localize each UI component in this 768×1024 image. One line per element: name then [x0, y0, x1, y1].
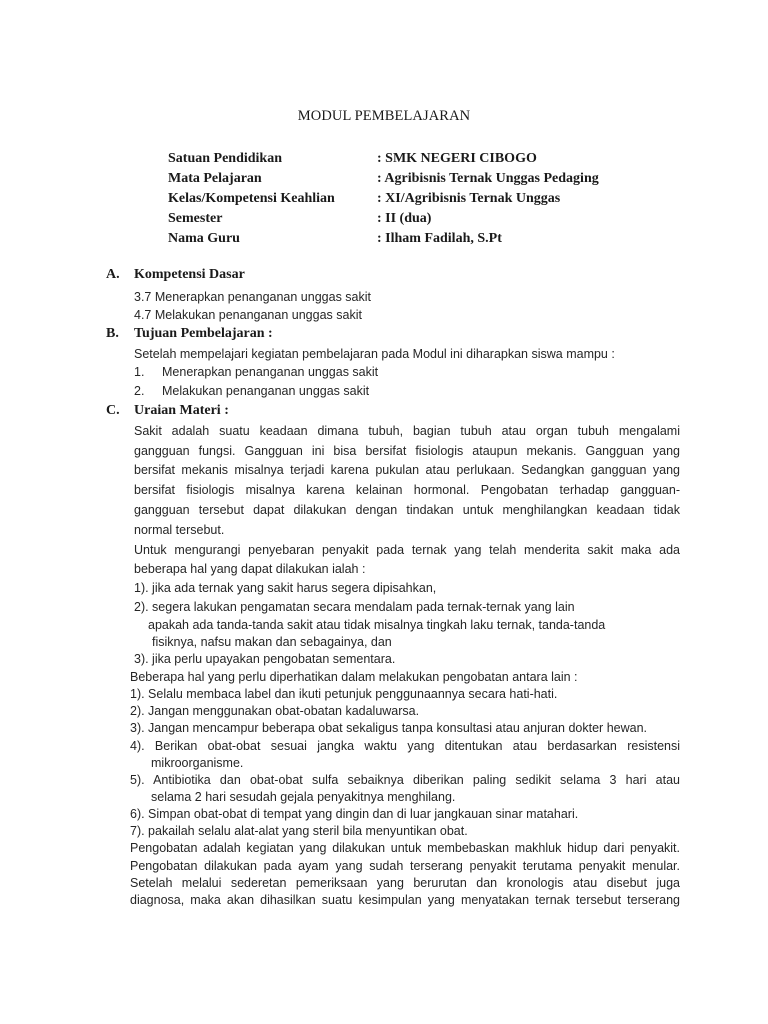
info-value: : XI/Agribisnis Ternak Unggas [377, 191, 561, 206]
paragraph-line: bersifat mekanis misalnya terjadi karena pukulan atau perlukaan. Sedangkan gangguan yang [134, 463, 680, 477]
list-item: 5). Antibiotika dan obat-obat sulfa sebaiknya diberikan paling sedikit selama 3 hari atau [130, 773, 680, 787]
paragraph-line: Pengobatan adalah kegiatan yang dilakukan untuk membebaskan makhluk hidup dari penyakit. [130, 841, 680, 855]
list-item-continuation: apakah ada tanda-tanda sakit atau tidak misalnya tingkah laku ternak, tanda-tanda [148, 618, 606, 632]
list-item-continuation: fisiknya, nafsu makan dan sebagainya, dan [152, 635, 392, 649]
list-item-continuation: mikroorganisme. [151, 756, 244, 770]
paragraph-line: Untuk mengurangi penyebaran penyakit pada ternak yang telah menderita sakit maka ada [134, 543, 680, 557]
list-item: 2). segera lakukan pengamatan secara mendalam pada ternak-ternak yang lain [134, 600, 575, 614]
info-value: : II (dua) [377, 211, 432, 226]
paragraph-line: gangguan fungsi. Gangguan ini bisa bersifat fisiologis ataupun mekanis. Gangguan yang [134, 444, 680, 458]
competency-item: 3.7 Menerapkan penanganan unggas sakit [134, 290, 371, 304]
item-number: 2. [134, 384, 145, 398]
list-item: 3). jika perlu upayakan pengobatan sementara. [134, 652, 396, 666]
section-b-heading [106, 324, 273, 344]
section-title: Tujuan Pembelajaran : [134, 326, 273, 341]
item-text: Menerapkan penanganan unggas sakit [162, 365, 379, 379]
section-title: Kompetensi Dasar [134, 267, 245, 282]
list-item: 1). Selalu membaca label dan ikuti petunjuk penggunaannya secara hati-hati. [130, 687, 558, 701]
info-value: : SMK NEGERI CIBOGO [377, 151, 537, 166]
paragraph-line: Sakit adalah suatu keadaan dimana tubuh, bagian tubuh atau organ tubuh mengalami [134, 424, 680, 438]
info-table [168, 149, 599, 249]
paragraph-line: Setelah melalui sederetan pemeriksaan yang berurutan dan kronologis atau disebut juga [130, 876, 680, 890]
info-value: : Ilham Fadilah, S.Pt [377, 231, 502, 246]
info-row [168, 189, 599, 209]
item-text: Melakukan penanganan unggas sakit [162, 384, 370, 398]
list-item: 1). jika ada ternak yang sakit harus segera dipisahkan, [134, 581, 437, 595]
section-a-heading [106, 265, 245, 285]
competency-item: 4.7 Melakukan penanganan unggas sakit [134, 308, 362, 322]
list-item: 2). Jangan menggunakan obat-obatan kadaluwarsa. [130, 704, 420, 718]
info-label: Nama Guru [168, 231, 240, 246]
info-row [168, 209, 599, 229]
objective-intro: Setelah mempelajari kegiatan pembelajaran pada Modul ini diharapkan siswa mampu : [134, 347, 615, 361]
list-item: 6). Simpan obat-obat di tempat yang dingin dan di luar jangkauan sinar matahari. [130, 807, 579, 821]
info-label: Mata Pelajaran [168, 171, 262, 186]
info-value: : Agribisnis Ternak Unggas Pedaging [377, 171, 599, 186]
list-item: 4). Berikan obat-obat sesuai jangka waktu yang ditentukan atau berdasarkan resistensi [130, 739, 680, 753]
paragraph-line: beberapa hal yang dapat dilakukan ialah : [134, 562, 366, 576]
paragraph-line: gangguan tersebut dapat dilakukan dengan tindakan untuk menghilangkan keadaan tidak [134, 503, 680, 517]
list-item: 3). Jangan mencampur beberapa obat sekaligus tanpa konsultasi atau anjuran dokter hewan. [130, 721, 648, 735]
objective-item [134, 362, 378, 382]
info-row [168, 149, 599, 169]
objective-item [134, 381, 369, 401]
paragraph-line: Pengobatan dilakukan pada ayam yang sudah terserang penyakit terutama penyakit menular. [130, 859, 680, 873]
paragraph-line: bersifat fisiologis misalnya karena kelainan hormonal. Pengobatan terhadap gangguan- [134, 483, 680, 497]
info-label: Satuan Pendidikan [168, 151, 282, 166]
item-number: 1. [134, 365, 145, 379]
info-label: Semester [168, 211, 223, 226]
info-label: Kelas/Kompetensi Keahlian [168, 191, 335, 206]
info-row [168, 169, 599, 189]
paragraph-line: normal tersebut. [134, 523, 225, 537]
section-title: Uraian Materi : [134, 403, 229, 418]
paragraph-line: Beberapa hal yang perlu diperhatikan dalam melakukan pengobatan antara lain : [130, 670, 578, 684]
section-c-heading [106, 401, 229, 421]
list-item-continuation: selama 2 hari sesudah gejala penyakitnya menghilang. [151, 790, 456, 804]
paragraph-line: diagnosa, maka akan dihasilkan suatu kesimpulan yang menyatakan ternak tersebut terserang [130, 893, 680, 907]
section-letter: B. [106, 326, 119, 341]
section-letter: A. [106, 267, 120, 282]
list-item: 7). pakailah selalu alat-alat yang steril bila menyuntikan obat. [130, 824, 468, 838]
info-row [168, 229, 599, 249]
section-letter: C. [106, 403, 120, 418]
document-title: MODUL PEMBELAJARAN [297, 108, 471, 124]
